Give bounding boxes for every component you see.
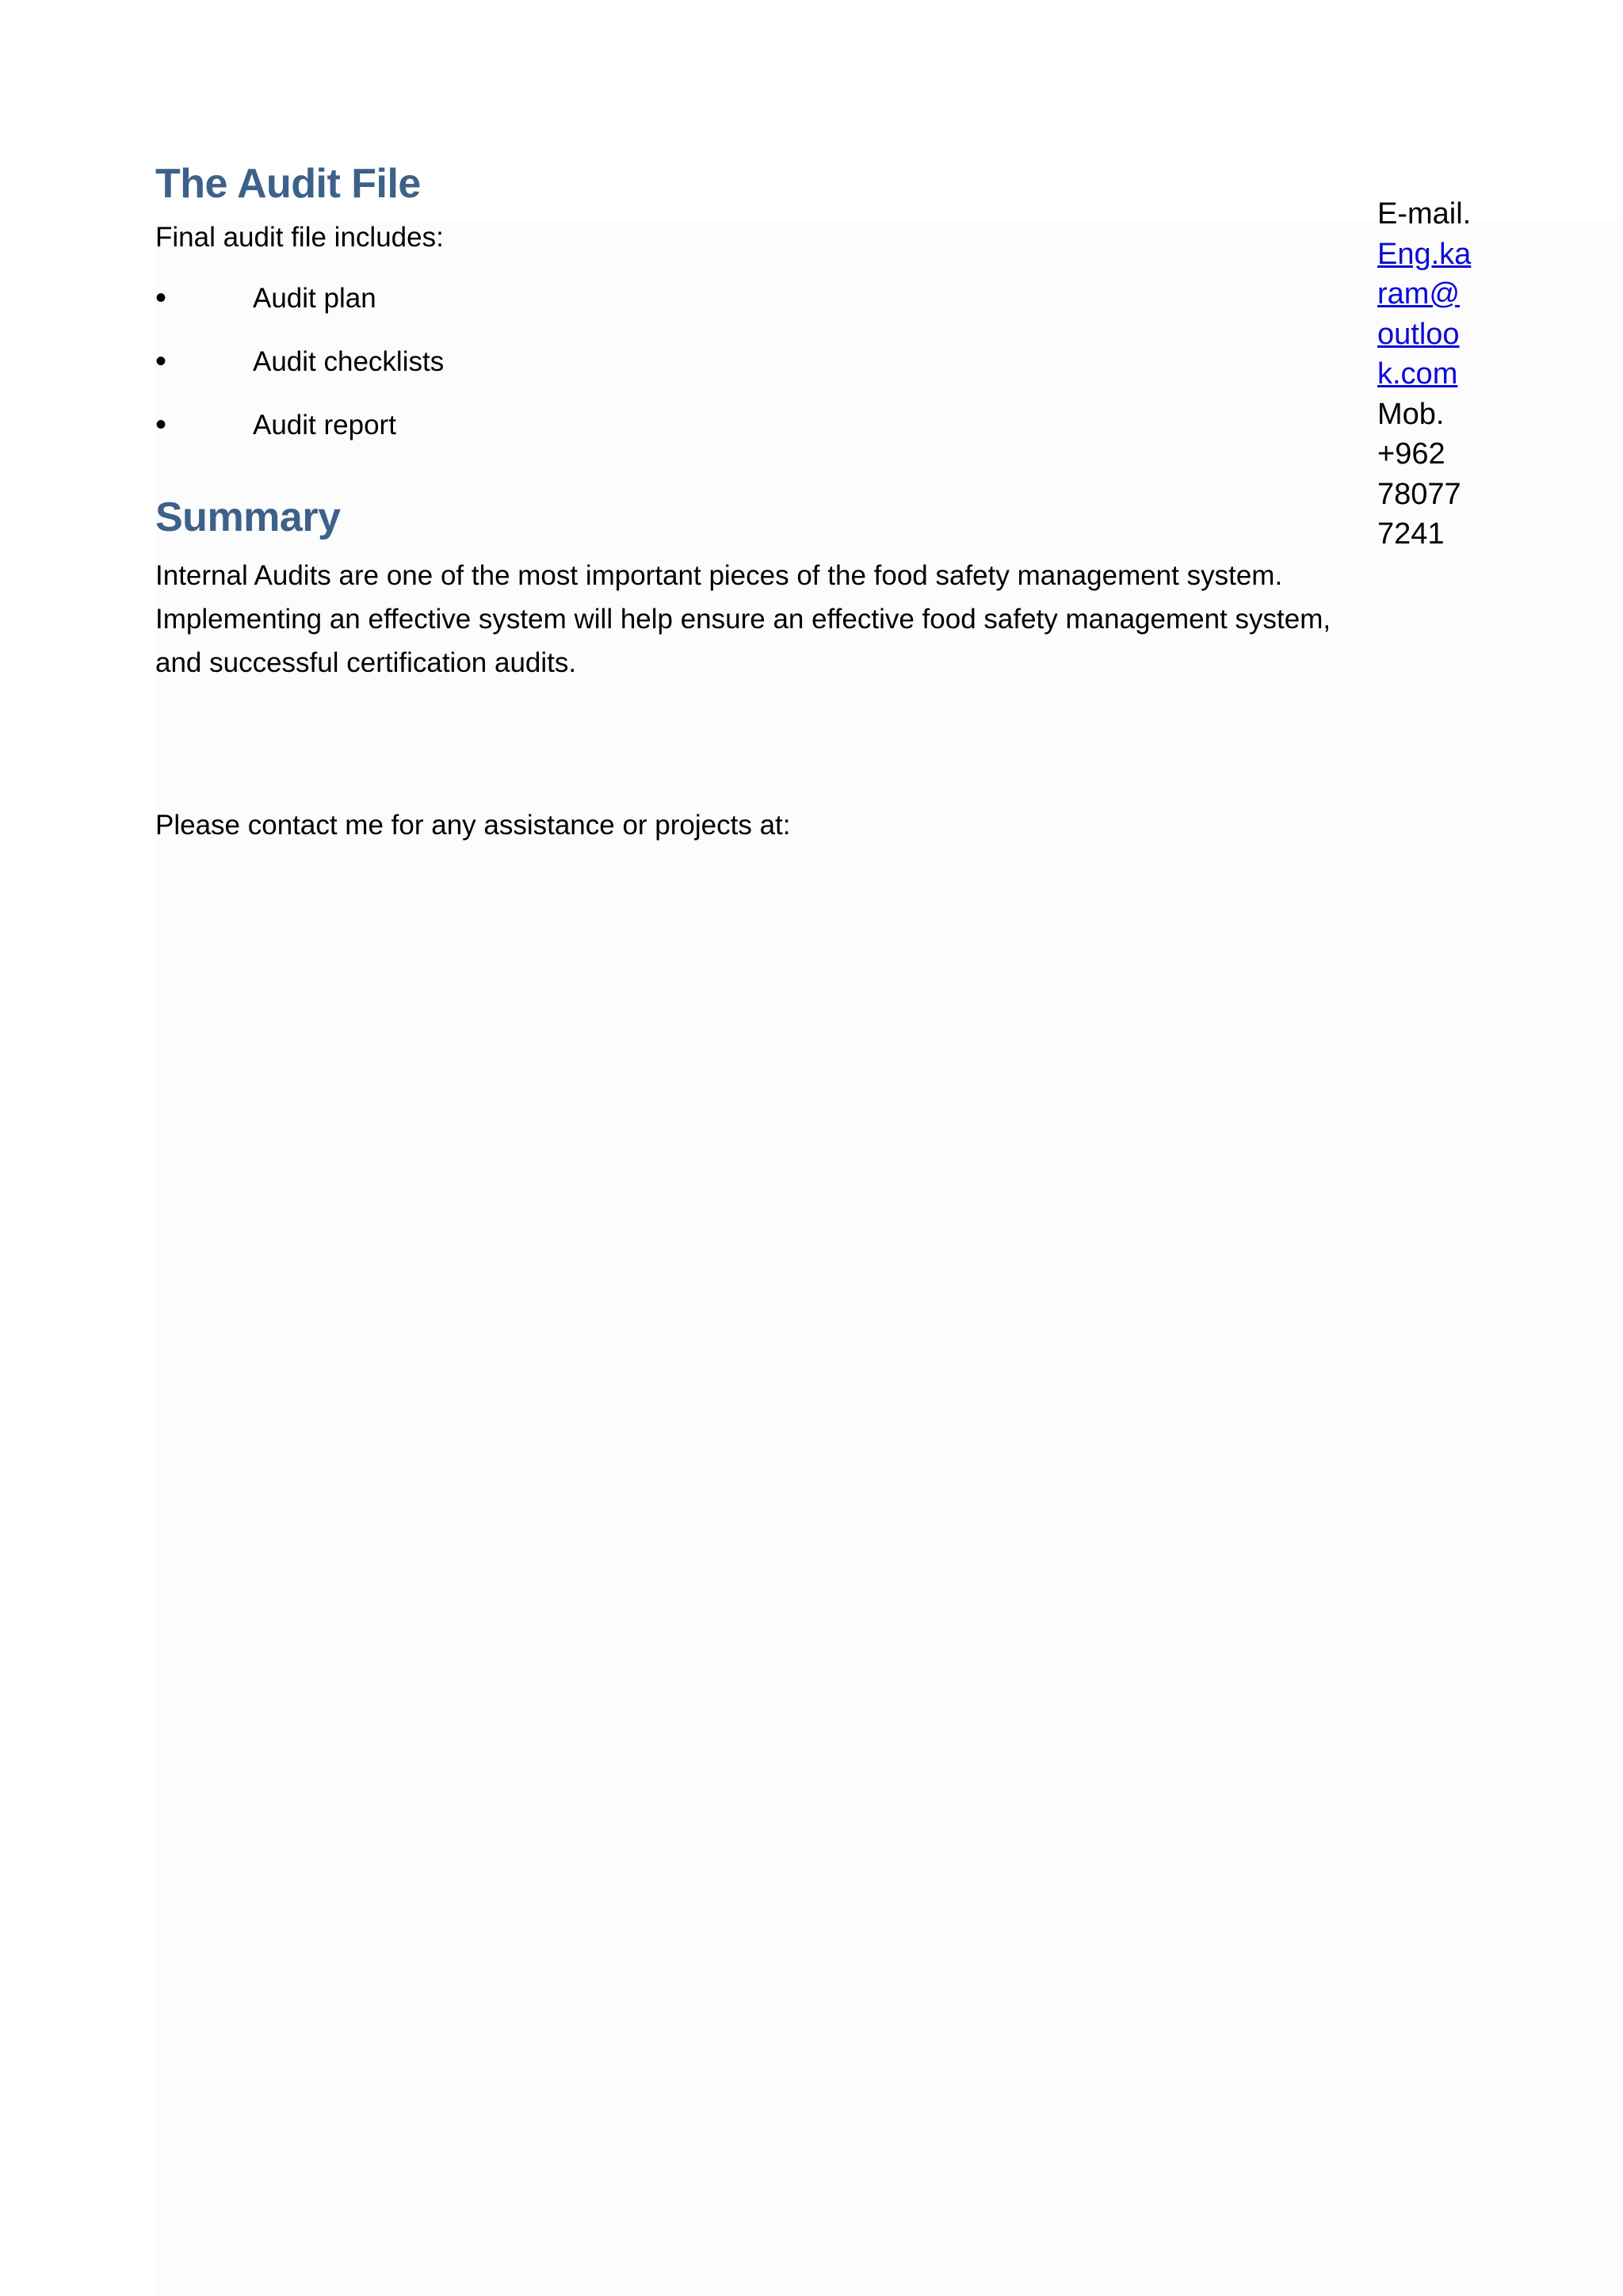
list-item-text: Audit plan	[253, 283, 376, 314]
email-link-line[interactable]: ram@	[1377, 277, 1461, 311]
email-link-line[interactable]: outloo	[1377, 317, 1460, 351]
list-item-text: Audit report	[253, 410, 396, 441]
audit-file-list	[155, 277, 1360, 467]
email-link-line[interactable]: Eng.ka	[1377, 237, 1472, 271]
mobile-number-line: +962	[1377, 437, 1445, 471]
mobile-label: Mob.	[1377, 397, 1445, 431]
summary-paragraph: Internal Audits are one of the most important pieces of the food safety management system. Implementing an effective system will help ensure an effective food safety management system, and successful certification audits.	[155, 560, 1331, 678]
audit-file-intro: Final audit file includes:	[155, 222, 444, 253]
summary-heading: Summary	[155, 494, 341, 540]
list-item	[155, 403, 1360, 467]
bullet-icon: •	[155, 280, 167, 315]
contact-sidebar	[1377, 194, 1488, 555]
audit-file-heading: The Audit File	[155, 161, 421, 207]
bullet-icon: •	[155, 344, 167, 379]
list-item-text: Audit checklists	[253, 346, 445, 377]
list-item	[155, 340, 1360, 403]
list-item	[155, 277, 1360, 340]
bullet-icon: •	[155, 407, 167, 442]
main-content	[155, 155, 1360, 847]
email-label: E-mail.	[1377, 197, 1472, 231]
mobile-number-line: 78077	[1377, 477, 1461, 511]
email-link-line[interactable]: k.com	[1377, 357, 1458, 391]
mobile-number-line: 7241	[1377, 517, 1445, 551]
contact-request-text: Please contact me for any assistance or projects at:	[155, 810, 791, 841]
